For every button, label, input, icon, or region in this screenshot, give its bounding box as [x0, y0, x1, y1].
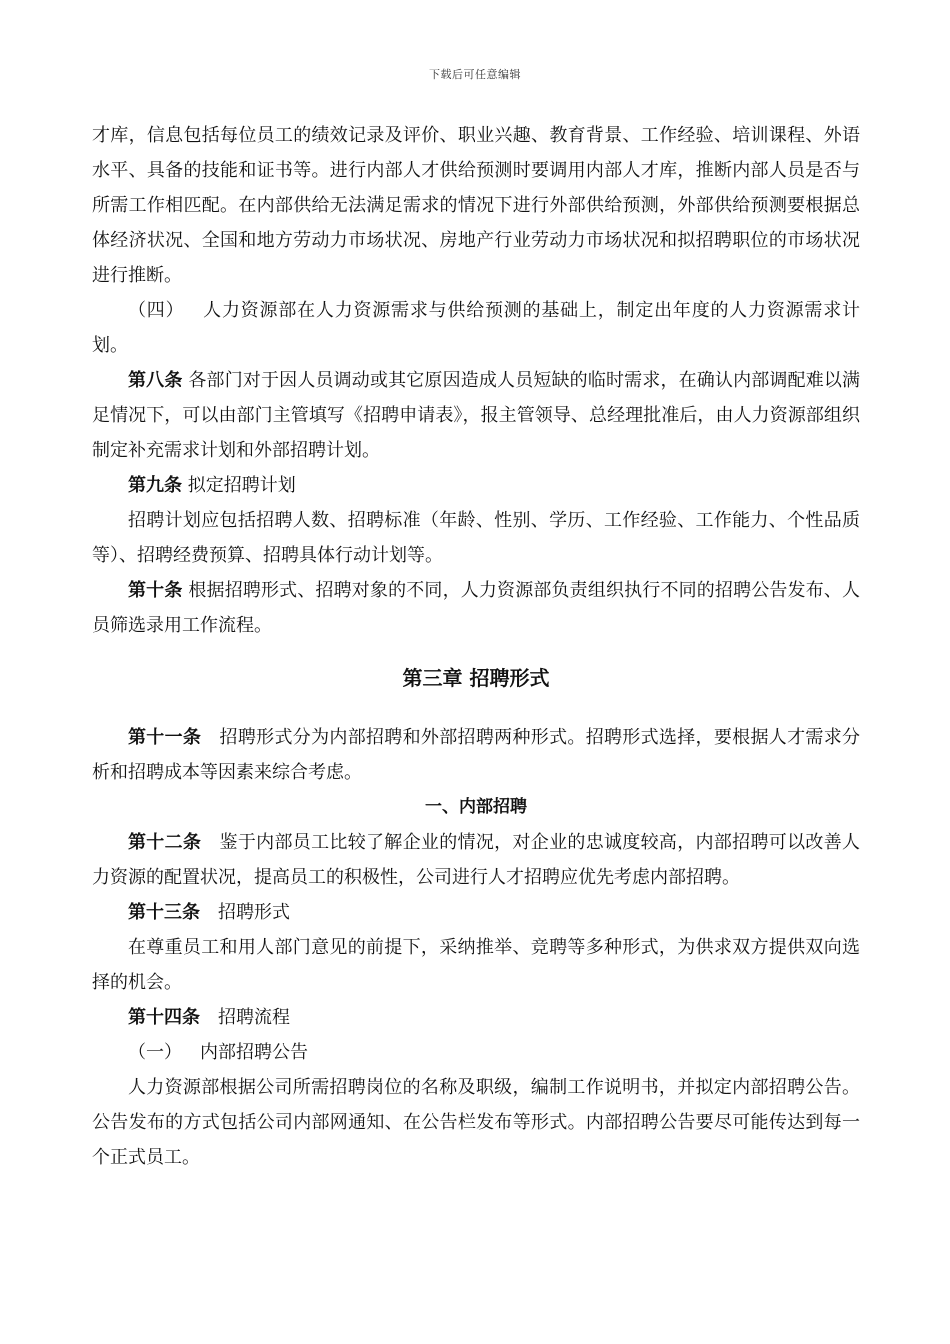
page-header: 下载后可任意编辑 [429, 68, 521, 81]
paragraph-talent-pool: 才库，信息包括每位员工的绩效记录及评价、职业兴趣、教育背景、工作经验、培训课程、外语水平、具备的技能和证书等。进行内部人才供给预测时要调用内部人才库，推断内部人员是否与所需工作相匹配。在内部供给无法满足需求的情况下进行外部供给预测，外部供给预测要根据总体经济状况、全国和地方劳动力市场状况、房地产行业劳动力市场状况和拟招聘职位的市场状况进行推断。 [92, 125, 860, 286]
article-14-text: 招聘流程 [218, 1007, 290, 1028]
article-11-title: 第十一条 [128, 727, 202, 748]
article-10-text: 根据招聘形式、招聘对象的不同，人力资源部负责组织执行不同的招聘公告发布、人员筛选录用工作流程。 [92, 580, 861, 636]
article-10 [92, 573, 860, 643]
article-12 [92, 825, 860, 895]
article-14-body: 人力资源部根据公司所需招聘岗位的名称及职级，编制工作说明书，并拟定内部招聘公告。公告发布的方式包括公司内部网通知、在公告栏发布等形式。内部招聘公告要尽可能传达到每一个正式员工。 [92, 1077, 860, 1168]
article-14-subitem [92, 1035, 860, 1070]
article-13 [92, 895, 860, 930]
article-13-body: 在尊重员工和用人部门意见的前提下，采纳推举、竞聘等多种形式，为供求双方提供双向选择的机会。 [92, 937, 860, 993]
article-9-title: 第九条 [128, 475, 182, 496]
article-14 [92, 1000, 860, 1035]
article-13-title: 第十三条 [128, 902, 200, 923]
article-9-text: 拟定招聘计划 [187, 475, 296, 496]
article-11 [92, 720, 860, 790]
article-12-text: 鉴于内部员工比较了解企业的情况，对企业的忠诚度较高，内部招聘可以改善人力资源的配置状况，提高员工的积极性，公司进行人才招聘应优先考虑内部招聘。 [92, 832, 860, 888]
article-9 [92, 468, 860, 503]
subitem-text: 内部招聘公告 [200, 1042, 308, 1063]
article-8-title: 第八条 [128, 370, 183, 391]
article-10-title: 第十条 [128, 580, 183, 601]
article-8-text: 各部门对于因人员调动或其它原因造成人员短缺的临时需求，在确认内部调配难以满足情况下，可以由部门主管填写《招聘申请表》，报主管领导、总经理批准后，由人力资源部组织制定补充需求计划和外部招聘计划。 [92, 370, 861, 461]
article-14-title: 第十四条 [128, 1007, 200, 1028]
article-12-title: 第十二条 [128, 832, 202, 853]
article-11-text: 招聘形式分为内部招聘和外部招聘两种形式。招聘形式选择，要根据人才需求分析和招聘成本等因素来综合考虑。 [92, 727, 860, 783]
article-13-text: 招聘形式 [218, 902, 290, 923]
document-body [92, 118, 860, 1175]
subitem-label: （一） [128, 1042, 182, 1063]
paragraph-item-four [92, 293, 860, 363]
article-8 [92, 363, 860, 468]
item-label: （四） [128, 300, 185, 321]
item-text: 人力资源部在人力资源需求与供给预测的基础上，制定出年度的人力资源需求计划。 [92, 300, 861, 356]
article-9-body: 招聘计划应包括招聘人数、招聘标准（年龄、性别、学历、工作经验、工作能力、个性品质等）、招聘经费预算、招聘具体行动计划等。 [92, 510, 860, 566]
chapter-heading: 第三章 招聘形式 [402, 666, 550, 690]
section-heading: 一、内部招聘 [425, 797, 527, 817]
